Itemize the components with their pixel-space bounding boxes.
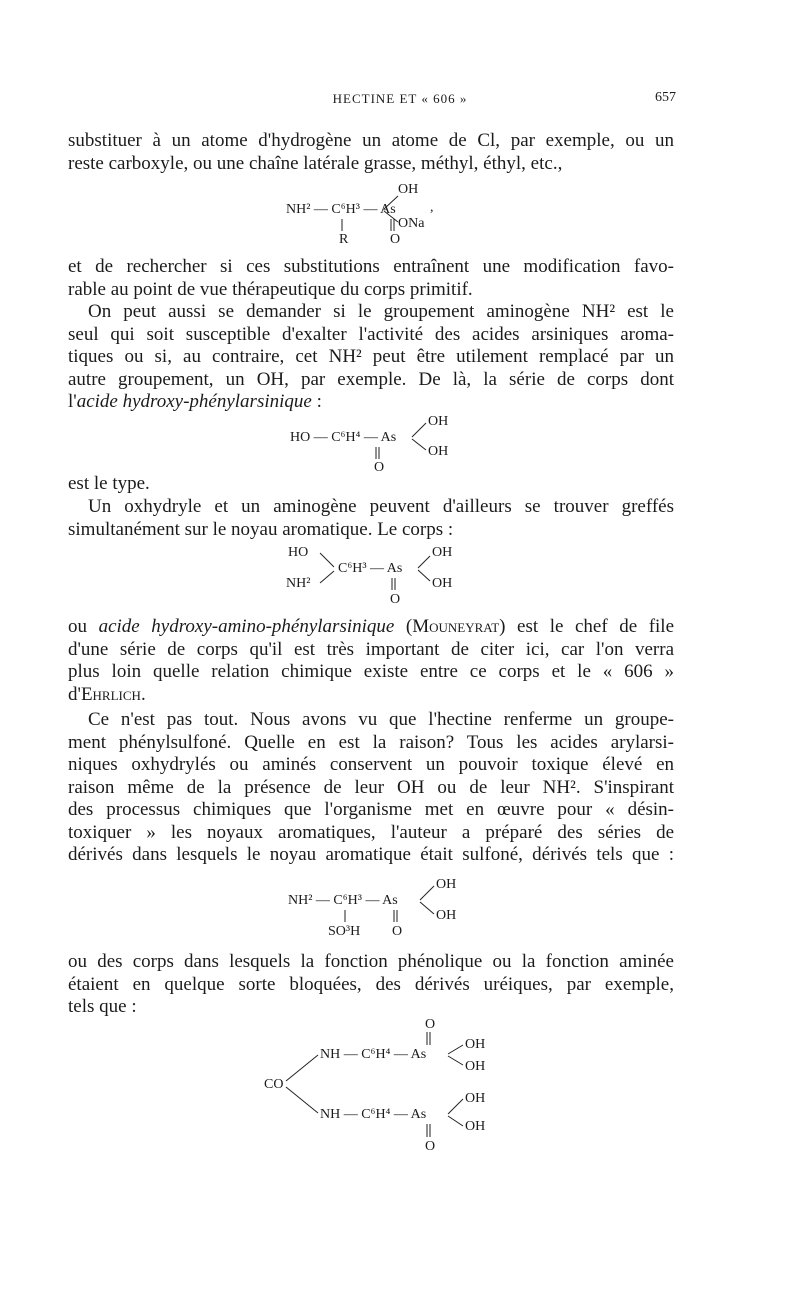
formula-main-chain: NH² — C⁶H³ — As [286, 202, 396, 217]
formula-oh: OH [432, 545, 453, 560]
text-line: plus loin quelle relation chimique existe entre ce corps et le « 606 » [68, 661, 674, 682]
compound-name: acide hydroxy-phénylarsinique [76, 391, 312, 412]
formula-bonds [290, 414, 470, 474]
formula-sulfonated-derivative [288, 877, 478, 947]
text-line: ment phénylsulfoné. Quelle en est la raison? Tous les acides arylarsi- [68, 731, 674, 753]
formula-oh: OH [436, 877, 457, 892]
text-line: tels que : [68, 996, 137, 1017]
text-line: étaient en quelque sorte bloquées, des dérivés uréiques, par exemple, [68, 973, 674, 995]
formula-carbonyl: CO [264, 1077, 284, 1092]
formula-lower-chain: NH — C⁶H⁴ — As [320, 1107, 427, 1122]
text-line: niques oxhydrylés ou aminés conservent un pouvoir toxique élevé en [68, 754, 674, 775]
text-line: On peut aussi se demander si le groupement aminogène NH² est le [88, 301, 674, 322]
formula-ona: ONa [398, 216, 425, 231]
formula-oxygen: O [392, 924, 403, 939]
paragraph-2 [68, 256, 674, 301]
formula-oh: OH [436, 908, 457, 923]
author-name: Mouneyrat [412, 616, 500, 637]
paragraph-4 [68, 473, 674, 496]
text-line: et de rechercher si ces substitutions entraînent une modification favo- [68, 256, 674, 277]
paragraph-7 [68, 709, 674, 867]
text-line: autre groupement, un OH, par exemple. De là, la série de corps dont [68, 368, 674, 390]
formula-oh: OH [428, 414, 449, 429]
author-name: Ehrlich [80, 683, 141, 705]
formula-sulfonic-group: SO³H [328, 924, 361, 939]
text-line: simultanément sur le noyau aromatique. Le corps : [68, 518, 454, 540]
compound-name: acide hydroxy-amino-phénylarsinique [98, 616, 395, 637]
formula-oh: OH [432, 576, 453, 591]
text-line: rable au point de vue thérapeutique du corps primitif. [68, 278, 473, 300]
text-line: est le type. [68, 473, 150, 494]
formula-ho: HO [288, 545, 309, 560]
formula-oxygen: O [390, 592, 401, 607]
formula-bonds [288, 877, 478, 947]
paragraph-3 [68, 301, 674, 414]
text-line: Ce n'est pas tout. Nous avons vu que l'hectine renferme un groupe- [88, 709, 674, 730]
paragraph-5 [68, 496, 674, 541]
formula-sodium-arsinate [286, 180, 486, 252]
formula-oh: OH [428, 444, 449, 459]
paragraph-1 [68, 130, 674, 175]
text-line: raison même de la présence de leur OH ou de leur NH². S'inspirant [68, 776, 674, 798]
paragraph-8 [68, 951, 674, 1019]
formula-oxygen: O [425, 1139, 436, 1154]
text-line: toxiquer » les noyaux aromatiques, l'auteur a préparé des séries de [68, 821, 674, 843]
text-line: seul qui soit susceptible d'exalter l'activité des acides arsiniques aroma- [68, 323, 674, 345]
formula-main-chain: C⁶H³ — As [338, 561, 403, 576]
formula-bonds [286, 545, 486, 615]
text-line: l'acide hydroxy-phénylarsinique : [68, 391, 322, 412]
formula-oh: OH [398, 182, 419, 197]
formula-comma: , [430, 200, 434, 215]
formula-nh2: NH² [286, 576, 311, 591]
text-line: Un oxhydryle et un aminogène peuvent d'ailleurs se trouver greffés [88, 496, 674, 517]
text-line: reste carboxyle, ou une chaîne latérale grasse, méthyl, éthyl, etc., [68, 152, 563, 174]
text-line: des processus chimiques que l'organisme met en œuvre pour « désin- [68, 799, 674, 820]
formula-oxygen: O [390, 232, 401, 247]
formula-main-chain: HO — C⁶H⁴ — As [290, 430, 397, 445]
formula-oh: OH [465, 1091, 486, 1106]
formula-oh: OH [465, 1119, 486, 1134]
formula-upper-chain: NH — C⁶H⁴ — As [320, 1047, 427, 1062]
text-line: ou des corps dans lesquels la fonction phénolique ou la fonction aminée [68, 951, 674, 972]
text-line: ou acide hydroxy-amino-phénylarsinique (Mouneyrat) est le chef de file [68, 616, 675, 637]
formula-hydroxy-amino-phenylarsinic-acid [286, 545, 486, 615]
paragraph-6 [68, 616, 674, 706]
text-line: d'Ehrlich. [68, 683, 146, 705]
formula-ureic-derivative [264, 1017, 504, 1157]
text-line: d'une série de corps qu'il est très important de citer ici, car l'on verra [68, 638, 674, 660]
text-line: substituer à un atome d'hydrogène un atome de Cl, par exemple, ou un [68, 130, 674, 151]
formula-oh: OH [465, 1037, 486, 1052]
formula-oxygen: O [374, 460, 385, 475]
formula-main-chain: NH² — C⁶H³ — As [288, 893, 398, 908]
text-line: tiques ou si, au contraire, cet NH² peut être utilement remplacé par un [68, 346, 674, 367]
formula-bonds [286, 180, 486, 252]
text-line: dérivés dans lesquels le noyau aromatique était sulfoné, dérivés tels que : [68, 844, 674, 865]
page-number: 657 [655, 90, 676, 105]
formula-bonds [264, 1017, 504, 1157]
formula-substituent-r: R [339, 232, 349, 247]
formula-oxygen: O [425, 1017, 436, 1032]
formula-hydroxy-phenylarsinic-acid [290, 414, 470, 474]
running-header: HECTINE ET « 606 » [332, 91, 468, 106]
formula-oh: OH [465, 1059, 486, 1074]
